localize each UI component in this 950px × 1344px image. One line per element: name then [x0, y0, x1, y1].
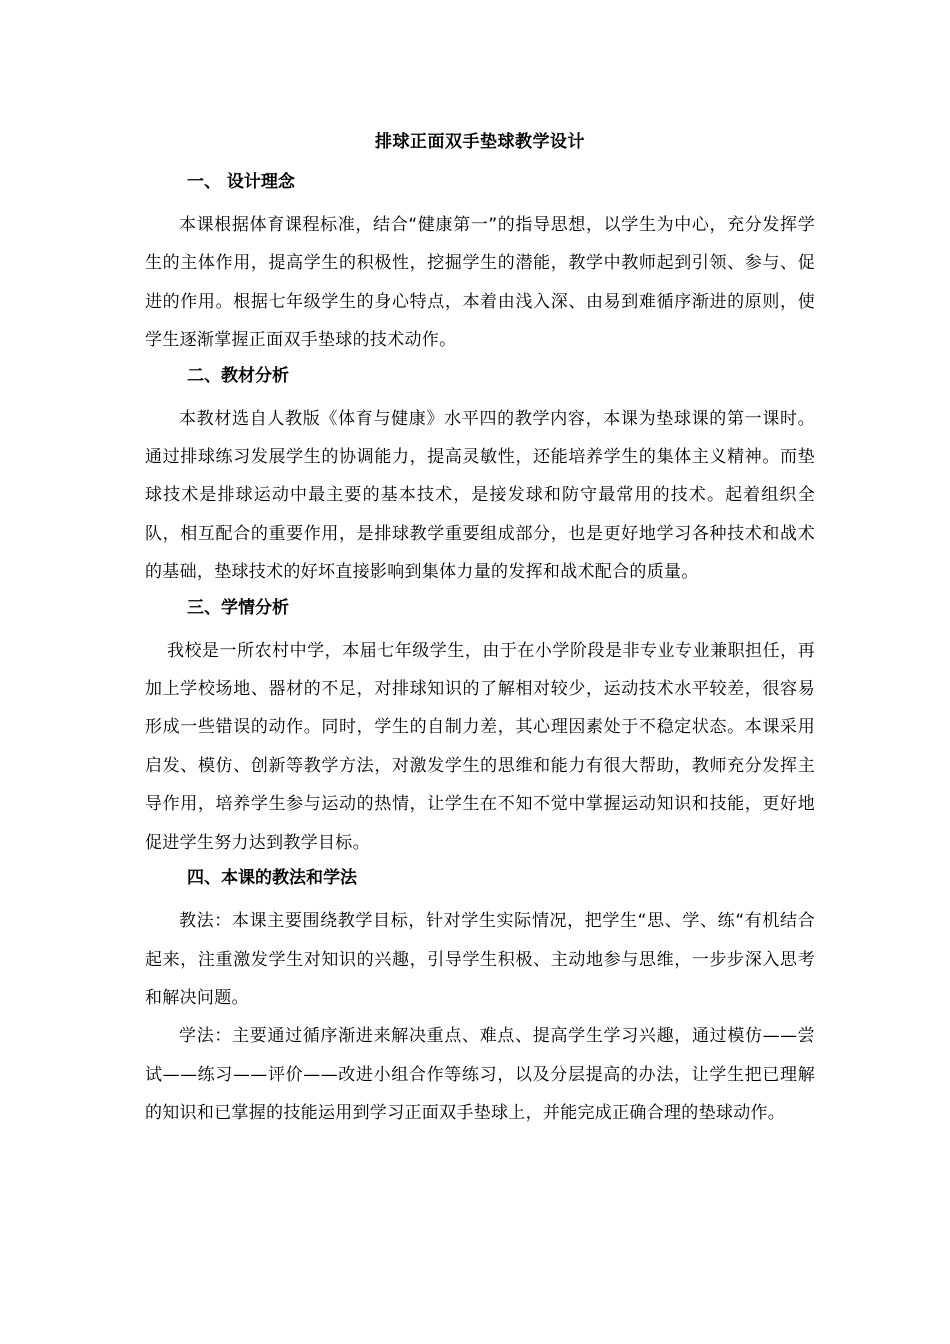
section-student-analysis	[145, 594, 815, 862]
section-paragraph: 本教材选自人教版《体育与健康》水平四的教学内容，本课为垫球课的第一课时。通过排球练习发展学生的协调能力，提高灵敏性，还能培养学生的集体主义精神。而垫球技术是排球运动中最主要的基本技术，是接发球和防守最常用的技术。起着组织全队，相互配合的重要作用，是排球教学重要组成部分，也是更好地学习各种技术和战术的基础，垫球技术的好坏直接影响到集体力量的发挥和战术配合的质量。	[145, 408, 815, 583]
section-paragraph: 本课根据体育课程标准，结合“健康第一”的指导思想，以学生为中心，充分发挥学生的主体作用，提高学生的积极性，挖掘学生的潜能，教学中教师起到引领、参与、促进的作用。根据七年级学生的身心特点，本着由浅入深、由易到难循序渐进的原则，使学生逐渐掌握正面双手垫球的技术动作。	[145, 215, 815, 351]
section-heading: 二、教材分析	[187, 365, 289, 386]
teaching-method-paragraph: 教法：本课主要围绕教学目标，针对学生实际情况，把学生“思、学、练“有机结合起来，注重激发学生对知识的兴趣，引导学生积极、主动地参与思维，一步步深入思考和解决问题。	[145, 911, 815, 1008]
learning-method-paragraph: 学法：主要通过循序渐进来解决重点、难点、提高学生学习兴趣，通过模仿——尝 试——练习——评价——改进小组合作等练习，以及分层提高的办法，让学生把已理解的知识和已掌握的技能运用到学习正面双手垫球上，并能完成正确合理的垫球动作。	[145, 1026, 815, 1124]
section-textbook-analysis	[145, 362, 815, 592]
section-paragraph: 我校是一所农村中学，本届七年级学生，由于在小学阶段是非专业专业兼职担任，再加上学校场地、器材的不足，对排球知识的了解相对较少，运动技术水平较差，很容易形成一些错误的动作。同时，学生的自制力差，其心理因素处于不稳定状态。本课采用启发、模仿、创新等教学方法，对激发学生的思维和能力有很大帮助，教师充分发挥主导作用，培养学生参与运动的热情，让学生在不知不觉中掌握运动知识和技能，更好地促进学生努力达到教学目标。	[145, 640, 815, 853]
section-heading: 三、学情分析	[187, 597, 289, 618]
section-heading: 四、本课的教法和学法	[187, 868, 357, 889]
document-title: 排球正面双手垫球教学设计	[375, 132, 585, 152]
section-design-concept	[145, 168, 815, 360]
section-heading: 一、 设计理念	[187, 172, 295, 192]
section-teaching-learning-methods	[145, 864, 815, 1132]
document-page	[145, 128, 815, 1133]
